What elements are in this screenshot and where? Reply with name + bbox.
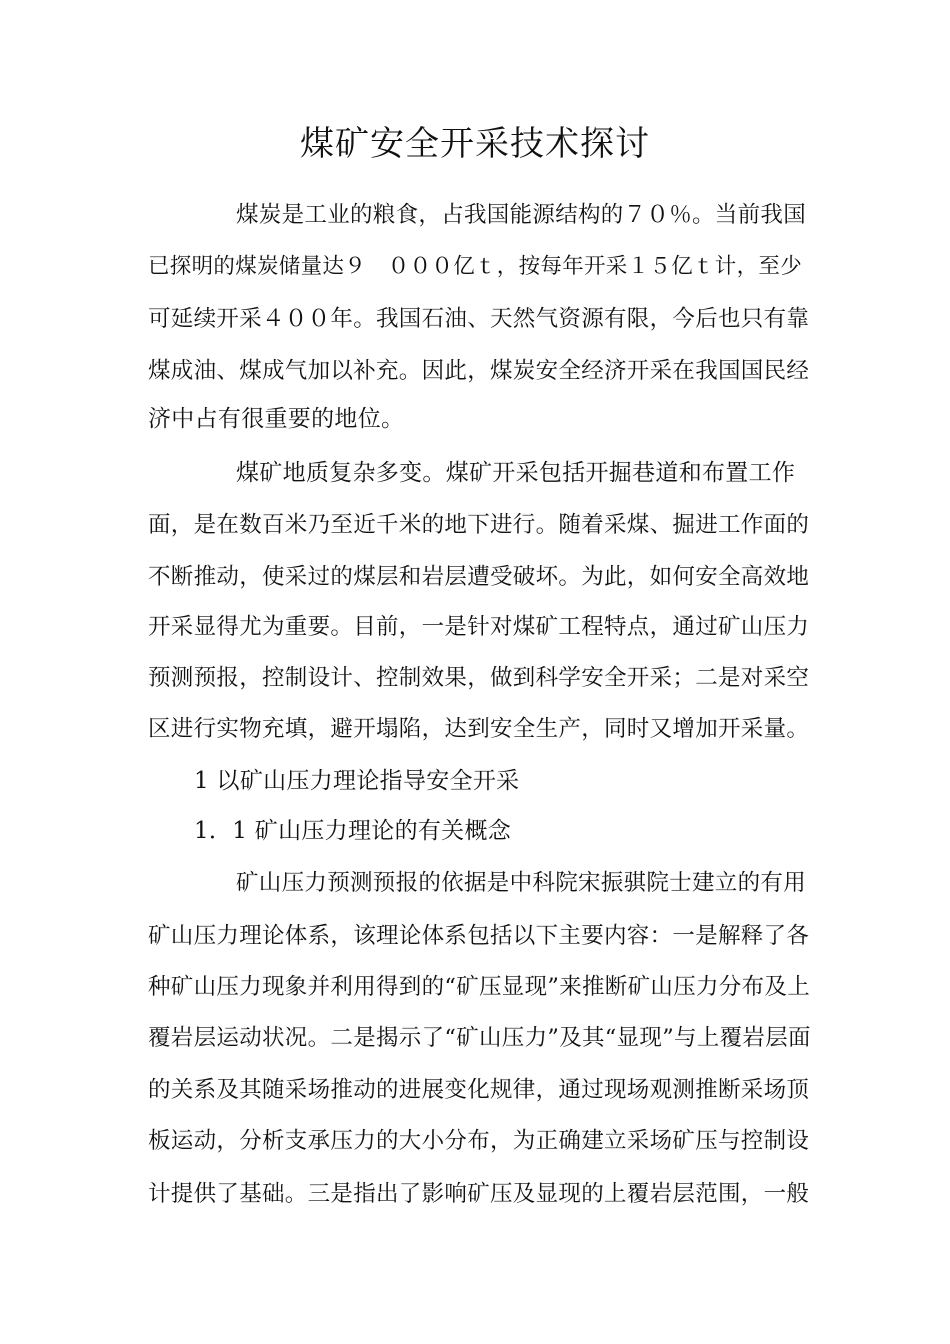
paragraph-line: 煤矿地质复杂多变。煤矿开采包括开掘巷道和布置工作 — [236, 460, 796, 486]
paragraph-line: 区进行实物充填，避开塌陷，达到安全生产，同时又增加开采量。 — [148, 716, 810, 742]
paragraph-line: 煤成油、煤成气加以补充。因此，煤炭安全经济开采在我国国民经 — [148, 358, 810, 384]
paragraph-line: 预测预报，控制设计、控制效果，做到科学安全开采；二是对采空 — [148, 665, 810, 691]
subsection-heading: 1．1 矿山压力理论的有关概念 — [194, 818, 512, 844]
paragraph-line: 已探明的煤炭储量达９ ０００亿ｔ，按每年开采１５亿ｔ计，至少 — [148, 254, 803, 279]
paragraph-line: 可延续开采４００年。我国石油、天然气资源有限，今后也只有靠 — [148, 306, 810, 332]
paragraph-line: 的关系及其随采场推动的进展变化规律，通过现场观测推断采场顶 — [148, 1077, 810, 1103]
paragraph-line: 计提供了基础。三是指出了影响矿压及显现的上覆岩层范围，一般 — [148, 1181, 810, 1207]
paragraph-line: 不断推动，使采过的煤层和岩层遭受破坏。为此，如何安全高效地 — [148, 564, 810, 590]
document-title: 煤矿安全开采技术探讨 — [300, 124, 650, 164]
section-heading: 1 以矿山压力理论指导安全开采 — [194, 768, 520, 794]
paragraph-line: 种矿山压力现象并利用得到的“矿压显现”来推断矿山压力分布及上 — [148, 974, 811, 1000]
paragraph-line: 覆岩层运动状况。二是揭示了“矿山压力”及其“显现”与上覆岩层面 — [148, 1025, 811, 1051]
paragraph-line: 面，是在数百米乃至近千米的地下进行。随着采煤、掘进工作面的 — [148, 512, 810, 538]
paragraph-line: 矿山压力预测预报的依据是中科院宋振骐院士建立的有用 — [236, 870, 807, 896]
paragraph-line: 煤炭是工业的粮食，占我国能源结构的７０％。当前我国 — [236, 202, 807, 228]
paragraph-line: 济中占有很重要的地位。 — [148, 406, 405, 432]
paragraph-line: 矿山压力理论体系，该理论体系包括以下主要内容：一是解释了各 — [148, 923, 810, 949]
paragraph-line: 板运动，分析支承压力的大小分布，为正确建立采场矿压与控制设 — [148, 1128, 810, 1154]
paragraph-line: 开采显得尤为重要。目前，一是针对煤矿工程特点，通过矿山压力 — [148, 614, 810, 640]
